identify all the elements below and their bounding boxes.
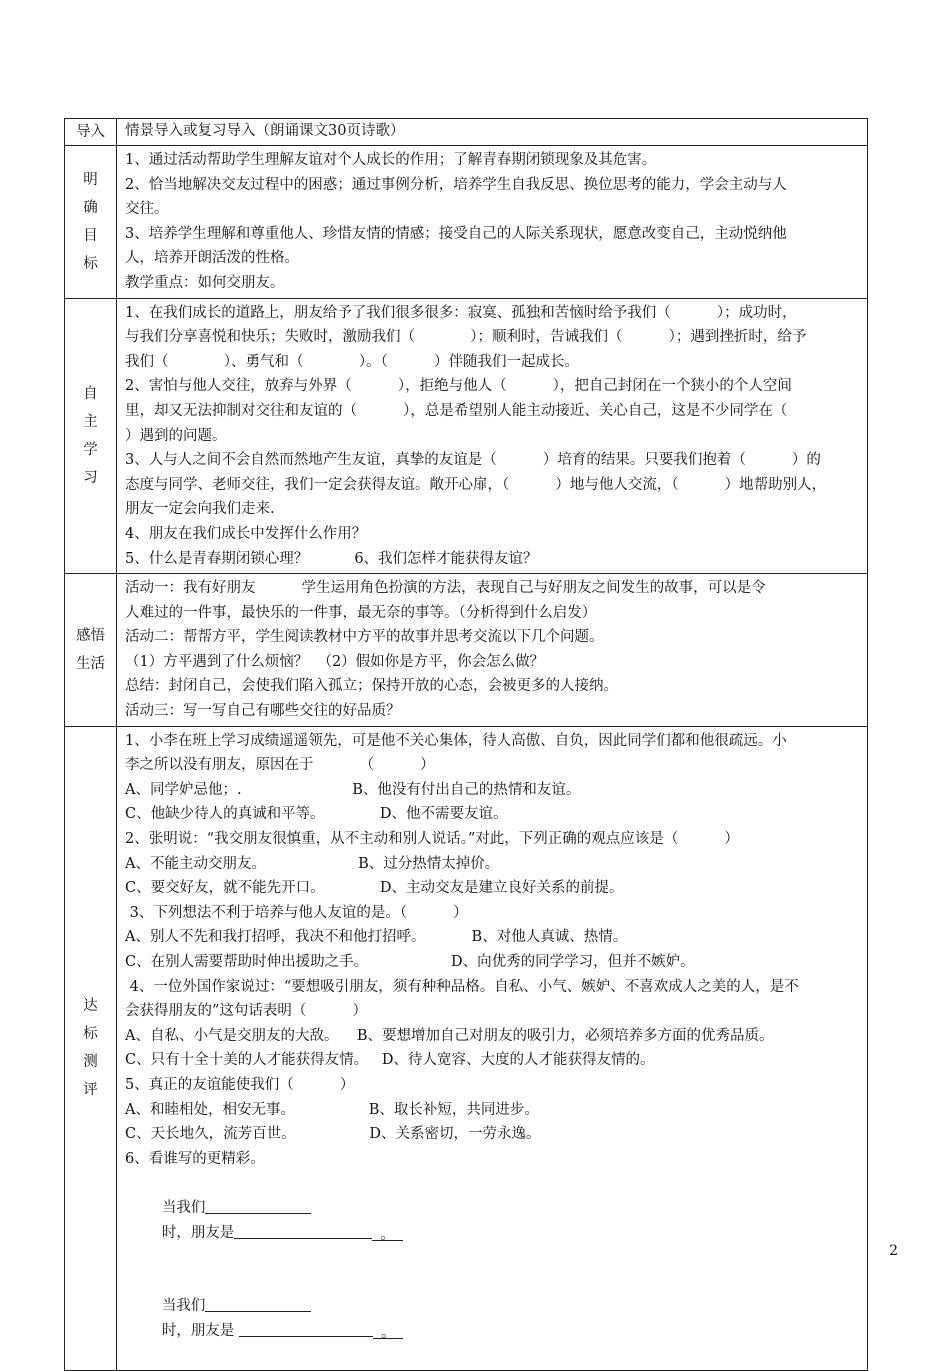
text-line: 活动三：写一写自己有哪些交往的好品质？ xyxy=(125,703,401,720)
text-line: 5、什么是青春期闭锁心理？ 6、我们怎样才能获得友谊？ xyxy=(125,550,538,567)
lesson-plan-table xyxy=(64,118,868,1371)
text-line: 4、朋友在我们成长中发挥什么作用？ xyxy=(125,525,367,542)
content-goals xyxy=(117,146,868,299)
fill-in-line xyxy=(125,1270,861,1368)
text-line: 活动二：帮帮方平，学生阅读教材中方平的故事并思考交流以下几个问题。 xyxy=(125,629,604,646)
text-line: C、天长地久，流芳百世。 D、关系密切，一劳永逸。 xyxy=(125,1126,541,1143)
text-line: A、不能主动交朋友。 B、过分热情太掉价。 xyxy=(125,855,500,872)
label-intro: 导入 xyxy=(65,119,117,146)
text-line: 3、培养学生理解和尊重他人、珍惜友情的情感；接受自己的人际关系现状，愿意改变自己，主动悦纳他 xyxy=(125,225,787,242)
label-char: 确 xyxy=(83,199,98,216)
text-line: C、在别人需要帮助时伸出援助之手。 D、向优秀的同学学习，但并不嫉妒。 xyxy=(125,954,695,970)
text-line: A、和睦相处，相安无事。 B、取长补短，共同进步。 xyxy=(125,1101,539,1118)
text-line: 交往。 xyxy=(125,201,169,218)
text-line: 1、小李在班上学习成绩遥遥领先，可是他不关心集体，待人高傲、自负，因此同学们都和他很疏远。小 xyxy=(125,732,787,749)
text-line: 1、在我们成长的道路上，朋友给予了我们很多很多：寂寞、孤独和苦恼时给予我们（ ）；成功时， xyxy=(125,304,797,321)
page-number: 2 xyxy=(889,1243,898,1259)
text-line: A、别人不先和我打招呼，我决不和他打招呼。 B、对他人真诚、热情。 xyxy=(125,929,628,946)
text-line: 5、真正的友谊能使我们（ ） xyxy=(125,1076,355,1093)
label-goals xyxy=(65,146,117,299)
text-line: 人难过的一件事，最快乐的一件事，最无奈的事等。（分析得到什么启发） xyxy=(125,604,597,621)
label-char: 评 xyxy=(83,1082,98,1099)
row-life xyxy=(65,574,868,727)
text-line: 3、人与人之间不会自然而然地产生友谊，真挚的友谊是（ ）培育的结果。只要我们抱着（ ）的 xyxy=(125,452,821,469)
label-char: 测 xyxy=(83,1054,98,1071)
content-assessment xyxy=(117,726,868,1370)
text-line: 人，培养开朗活泼的性格。 xyxy=(125,250,299,267)
label-char: 主 xyxy=(83,413,98,430)
label-char: 标 xyxy=(83,255,98,272)
text-line: 教学重点：如何交朋友。 xyxy=(125,274,285,291)
label-char: 标 xyxy=(83,1026,98,1043)
fill-prefix: 当我们 xyxy=(161,1199,206,1216)
fill-mid: 时，朋友是 xyxy=(161,1224,235,1241)
text-line: 6、看谁写的更精彩。 xyxy=(125,1150,265,1167)
text-line: 会获得朋友的”这句话表明（ ） xyxy=(125,1003,368,1020)
text-line: 总结：封闭自己，会使我们陷入孤立；保持开放的心态，会被更多的人接纳。 xyxy=(125,678,618,695)
label-self-study xyxy=(65,298,117,574)
text-line: 李之所以没有朋友，原因在于 （ ） xyxy=(125,757,435,774)
text-line: 与我们分享喜悦和快乐；失败时，激励我们（ ）；顺利时，告诫我们（ ）；遇到挫折时，给予 xyxy=(125,329,807,346)
fill-end: 。 xyxy=(372,1223,403,1241)
label-char: 自 xyxy=(83,385,98,402)
text-line: 情景导入或复习导入（朗诵课文30页诗歌） xyxy=(125,123,405,139)
text-line: 我们（ ）、勇气和（ ）。（ ）伴随我们一起成长。 xyxy=(125,353,579,370)
text-line: 2、恰当地解决交友过程中的困惑；通过事例分析，培养学生自我反思、换位思考的能力，学会主动与人 xyxy=(125,176,787,193)
label-char: 达 xyxy=(83,998,98,1015)
text-line: 2、害怕与他人交往，放弃与外界（ ），拒绝与他人（ ），把自己封闭在一个狭小的个人空间 xyxy=(125,378,792,395)
fill-end: 。 xyxy=(373,1321,404,1339)
text-line: 3、下列想法不利于培养与他人友谊的是。（ ） xyxy=(125,904,468,921)
row-assessment xyxy=(65,726,868,1370)
blank-underline[interactable] xyxy=(239,1319,373,1337)
blank-underline[interactable] xyxy=(205,1294,311,1312)
text-line: A、同学妒忌他；. B、他没有付出自己的热情和友谊。 xyxy=(125,781,581,798)
text-line: ）遇到的问题。 xyxy=(125,427,227,444)
content-self-study xyxy=(117,298,868,574)
label-life xyxy=(65,574,117,727)
label-char: 习 xyxy=(83,469,98,486)
text-line: A、自私、小气是交朋友的大敌。 B、要想增加自己对朋友的吸引力，必须培养多方面的优秀品质。 xyxy=(125,1027,774,1044)
text-line: C、他缺少待人的真诚和平等。 D、他不需要友谊。 xyxy=(125,806,508,823)
fill-prefix: 当我们 xyxy=(161,1298,206,1315)
content-life xyxy=(117,574,868,727)
fill-mid: 时，朋友是 xyxy=(161,1322,235,1339)
text-line: 态度与同学、老师交往，我们一定会获得友谊。敞开心扉，（ ）地与他人交流，（ ）地帮助别人， xyxy=(125,476,827,493)
text-line: 4、一位外国作家说过：“要想吸引朋友，须有种种品格。自私、小气、嫉妒、不喜欢成人之美的人，是不 xyxy=(125,978,799,995)
row-intro xyxy=(65,119,868,146)
text-line: C、要交好友，就不能先开口。 D、主动交友是建立良好关系的前提。 xyxy=(125,880,624,897)
blank-underline[interactable] xyxy=(205,1196,311,1214)
blank-underline[interactable] xyxy=(234,1221,372,1239)
content-intro xyxy=(117,119,868,146)
label-char: 目 xyxy=(83,227,98,244)
text-line: 2、张明说：“我交朋友很慎重，从不主动和别人说话。”对此，下列正确的观点应该是（ ） xyxy=(125,831,739,848)
text-line: C、只有十全十美的人才能获得友情。 D、待人宽容、大度的人才能获得友情的。 xyxy=(125,1052,655,1069)
label-assessment xyxy=(65,726,117,1370)
text-line: （1）方平遇到了什么烦恼？ （2）假如你是方平，你会怎么做？ xyxy=(125,653,545,670)
label-char: 生活 xyxy=(76,655,105,672)
text-line: 朋友一定会向我们走来. xyxy=(125,501,275,518)
label-char: 感悟 xyxy=(76,627,105,644)
fill-in-line xyxy=(125,1171,861,1269)
text-line: 里，却又无法抑制对交往和友谊的（ ），总是希望别人能主动接近、关心自己，这是不少同学在（ xyxy=(125,402,788,419)
label-char: 学 xyxy=(83,441,98,458)
label-char: 明 xyxy=(83,171,98,188)
row-self-study xyxy=(65,298,868,574)
text-line: 1、通过活动帮助学生理解友谊对个人成长的作用；了解青春期闭锁现象及其危害。 xyxy=(125,152,657,168)
row-goals xyxy=(65,146,868,299)
text-line: 活动一：我有好朋友 学生运用角色扮演的方法，表现自己与好朋友之间发生的故事，可以是令 xyxy=(125,580,766,597)
